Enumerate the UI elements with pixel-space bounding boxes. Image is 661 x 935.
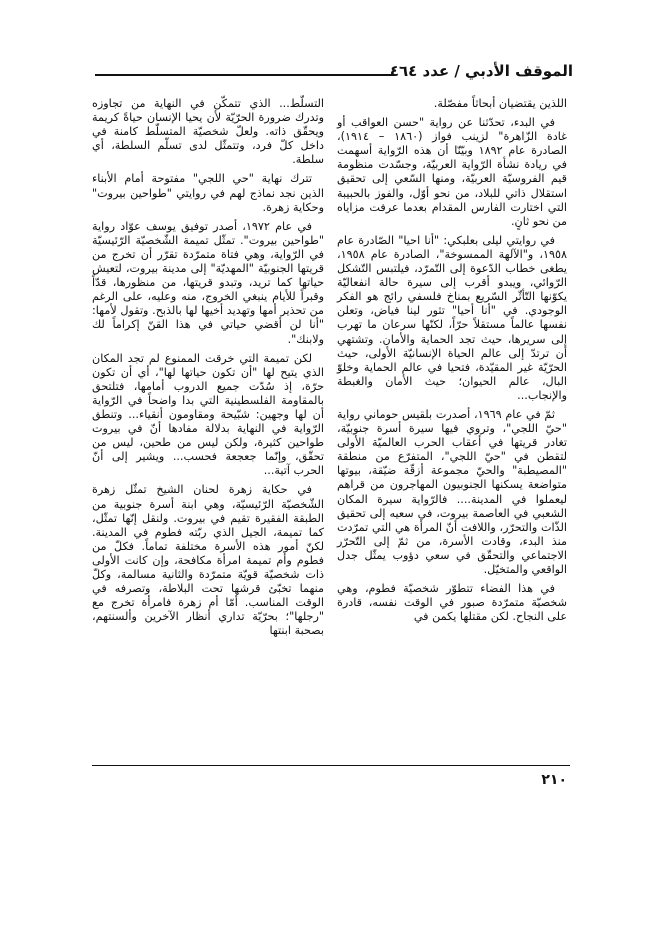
paragraph: تترك نهاية "حي اللجي" مفتوحة أمام الأبناء الذين نجد نماذج لهم في روايتي "طواحين بيروت" وحكاية زهرة. — [92, 172, 324, 214]
page-number: ٢١٠ — [541, 772, 567, 788]
running-header — [95, 62, 573, 84]
paragraph: ثمّ في عام ١٩٦٩، أصدرت بلقيس حوماني رواية "حيّ اللجي"، وتروي فيها سيرة أسرة جنوبيّة، تغادر قريتها في أعقاب الحرب العالميّة الأولى لتقطن في "حيّ اللجي"، المتفرّع من منطقة "المصيطبة" والحيّ مجموعة أزقّة ضيّقة، بيوتها متواضعة يسكنها الجنوبيون المهاجرون من قراهم ليعملوا في المدينة.... فالرّواية سيرة المكان الشعبي في العاصمة بيروت، في سعيه إلى تحقيق الذّات والتحرّر، واللافت أنّ المرأة هي التي تمرّدت منذ البدء، وقادت الأسرة، من ثمّ إلى التّحرّر الاجتماعي والتحقّق في سعي دؤوب يمثّل جدل الواقعي والمتخيّل. — [337, 407, 567, 576]
footer-rule — [92, 765, 570, 766]
paragraph: التسلّط... الذي تتمكّن في النهاية من تجاوزه وتدرك ضرورة الحرّيّة لأن يحيا الإنسان حياةً كريمة ويحقّق ذاته. ولعلّ شخصيّة المتسلّط كامنة في داخل كلّ فرد، وتتمثّل لدى تسلّم السلطة، أي سلطة. — [92, 97, 324, 167]
journal-issue-title: الموقف الأدبي / عدد ٤٦٤ — [389, 62, 573, 80]
paragraph: في هذا الفضاء تتطوّر شخصيّة فطوم، وهي شخصيّة متمرّدة صبور في الوقت نفسه، قادرة على النجاح. لكن مقتلها يكمن في — [337, 582, 567, 624]
paragraph: في حكاية زهرة لحنان الشيخ تمثّل زهرة الشّخصيّة الرّئيسيّة، وهي ابنة أسرة جنوبية من الطبقة الفقيرة تقيم في بيروت. ولنقل إنّها تمثّل، كما تميمة، الجيل الذي ربّته فطوم في المدينة. لكنّ أمور هذه الأسرة مختلفة تماماً. فكلّ من فطوم وأم تميمة امرأة مكافحة، وإن كانت الأولى ذات شخصيّة قويّة متمرّدة والثانية مسالمة، وكلّ منهما تخبّئ قرشها تحت البلاطة، وتصرفه في الوقت المناسب. أمّا أم زهرة فامرأة تخرج مع "رجلها"؛ بحرّيّة تداري أنظار الآخرين وألسنتهم، بصحبة ابنتها — [92, 483, 324, 638]
header-rule — [95, 74, 395, 76]
right-text-column — [337, 97, 567, 629]
paragraph: في روايتي ليلى بعلبكي: "أنا احيا" الصّادرة عام ١٩٥٨، و"الآلهة الممسوخة"، الصادرة عام ١٩٥٨، يطغى خطاب الدّعوة إلى التّمرّد، فيلتبس التّشكل الرّوائي، ويبدو أقرب إلى سيرة حالة انفعاليّة يكوّنها التّأثّر السّريع بمناخ فلسفي رائج هو الفكر الوجودي. في "أنا أحيا" تثور لينا فياض، وتعلن نفسها عالماً مستقلاً حرّاً، لكنّها سرعان ما تهرب إلى سريرها، حيث تجد الحماية والأمان. وتشتهي أن ترتدّ إلى عالم الحياة الإنسانيّة الأولى، حيث الحرّيّة غير المقيّدة، فتحيا في عالم الحماية وخلوّ البال، عالم الحيوان؛ حيث الأمان والغبطة والإنجاب... — [337, 233, 567, 402]
paragraph: اللذين يقتضيان أبحاثاً مفصّلة. — [433, 97, 567, 110]
paragraph: في البدء، تحدّثنا عن رواية "حسن العواقب أو غادة الزّاهرة" لزينب فواز (١٨٦٠ – ١٩١٤)، الصادرة عام ١٨٩٢ وبيّنّا أن هذه الرّواية أسهمت في ريادة نشأة الرّواية العربيّة، وجسّدت منظومة قيم الفروسيّة العربيّة، ومنها السّعي إلى تحقيق استقلال ذاتي للبلاد، من نحو أوّل، والفوز بالحبيبة التي اختارت الفارس المقدام بعدما عرفت مزاياه من نحو ثانٍ. — [337, 116, 567, 228]
paragraph: في عام ١٩٧٢، أصدر توفيق يوسف عوّاد رواية "طواحين بيروت". تمثّل تميمة الشّخصيّة الرّئيسيّة في الرّواية، وهي فتاة متمرّدة تقرّر أن تخرج من قريتها الجنوبيّة "المهديّة" إلى مدينة بيروت، لتعيش حياتها كما تريد، وتبدو قريتها، من منظورها، قدّاً وقبراً للأيام ينبغي الخروج، منه وعليه، على الرغم من تحذير أمها وتهديد أخيها لها بالذبح. وتقول لأمها: "أنا لن أقضي حياتي في هذا القنّ إكراماً لك ولابنك". — [92, 219, 324, 346]
left-text-column — [92, 97, 324, 643]
paragraph: لكن تميمة التي خرقت الممنوع لم تجد المكان الذي يتيح لها "أن تكون حياتها لها"، أي أن تكون حرّة، إذ سُدّت جميع الدروب أمامها، فتلتحق بالمقاومة الفلسطينية التي بدا واضحاً في الرّواية أن لها وجهين: شبّيحة ومقاومون أنقياء... وتنطق الرّواية في النهاية بدلالة مفادها أنّ في بيروت طواحين كثيرة، ولكن ليس من طحين، ليس من تحقّق، وإنّما جعجعة فحسب... ويشير إلى أنّ الحرب آتية... — [92, 351, 324, 478]
